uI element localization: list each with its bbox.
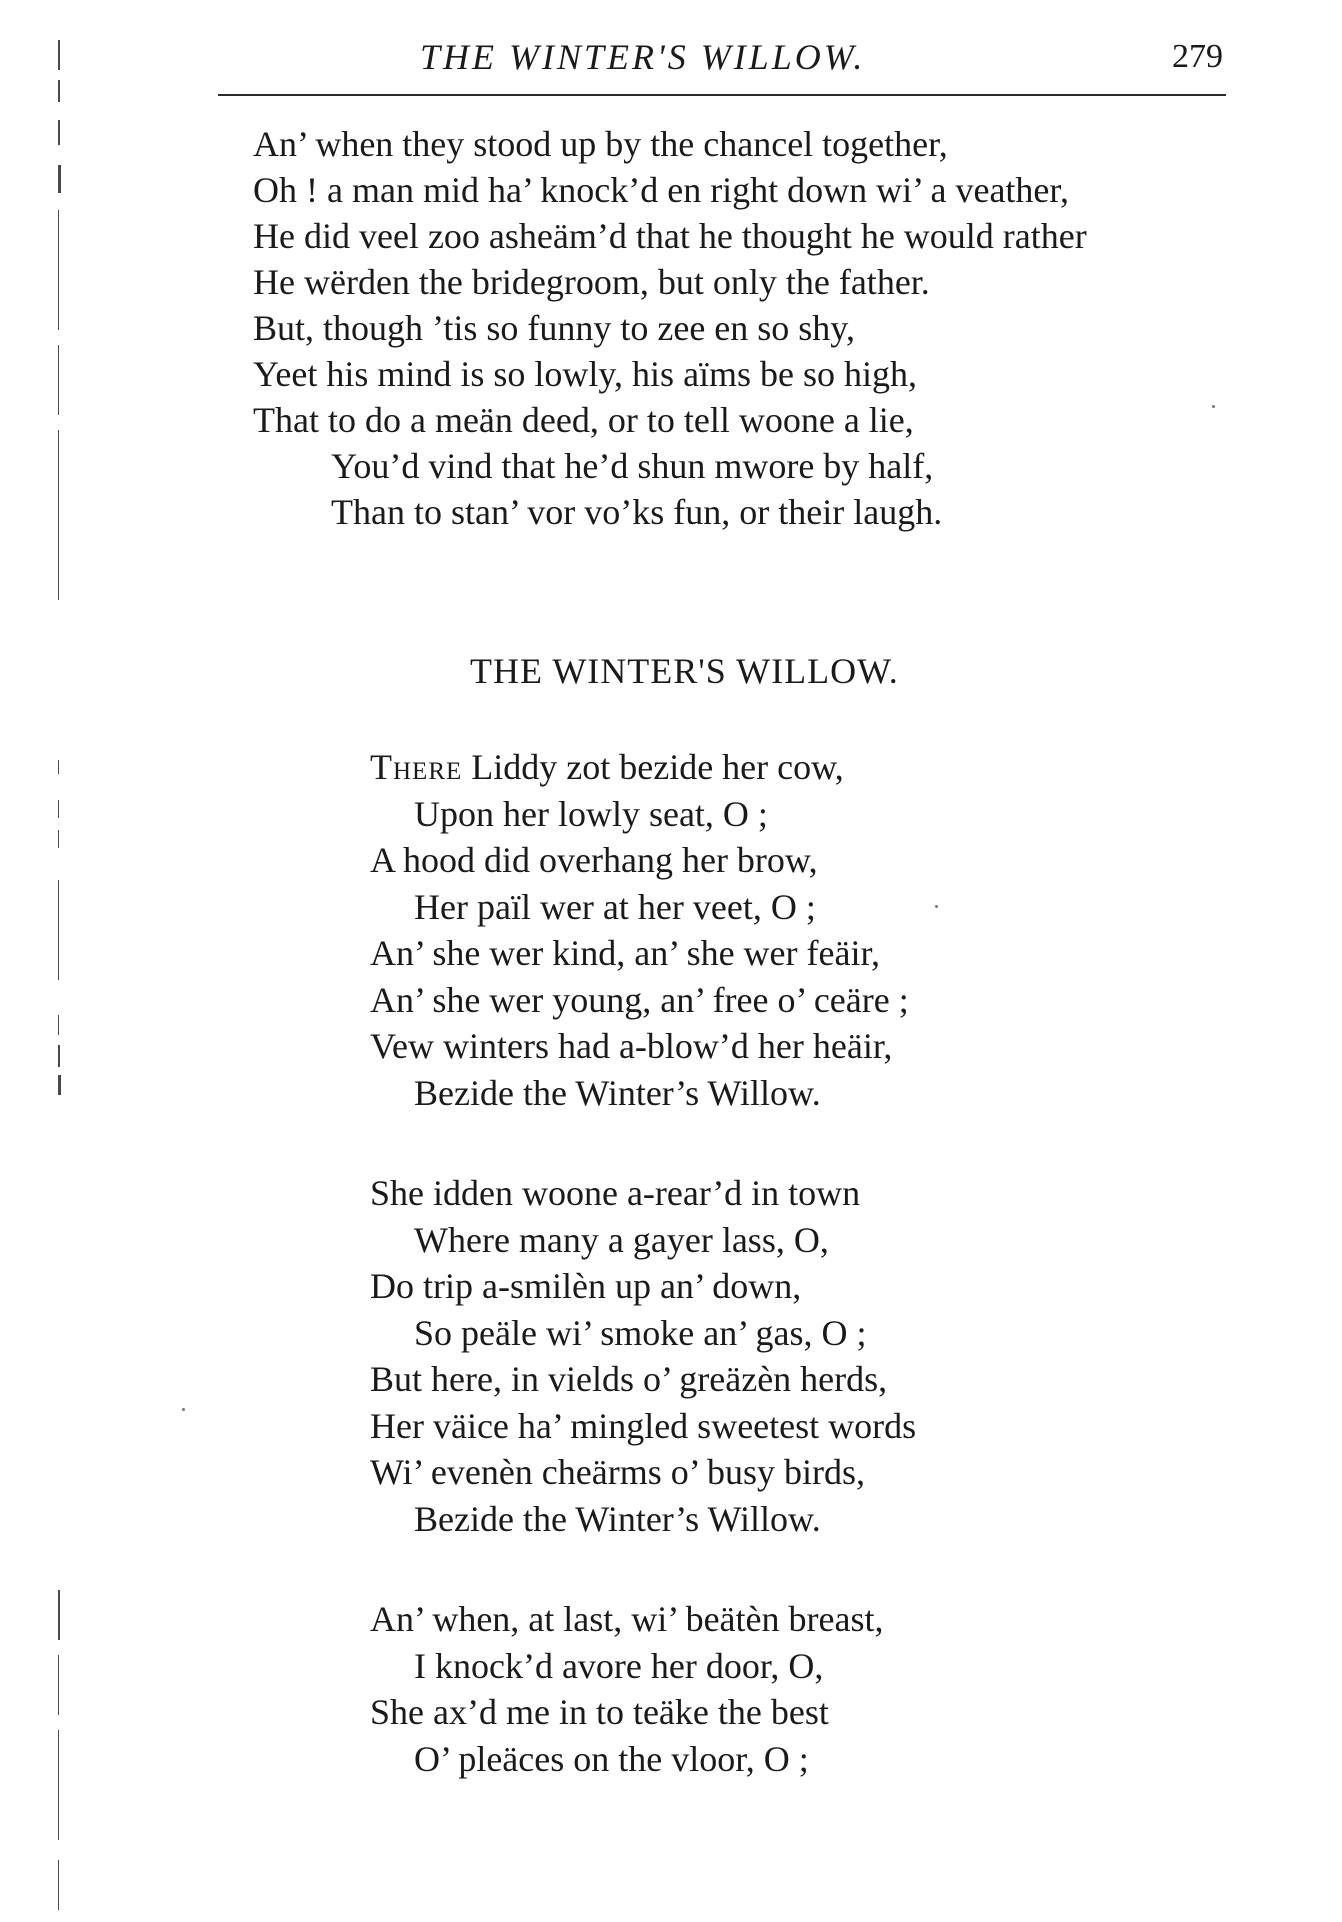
- page-number: 279: [1172, 38, 1223, 75]
- verse-line: That to do a meän deed, or to tell woone a lie,: [253, 400, 914, 440]
- verse-line: She idden woone a-rear’d in town: [370, 1173, 861, 1213]
- verse-line: O’ pleäces on the vloor, O ;: [414, 1738, 809, 1779]
- gutter-mark: [58, 120, 60, 145]
- verse-line: Her väice ha’ mingled sweetest words: [370, 1405, 917, 1446]
- gutter-mark: [58, 165, 61, 193]
- gutter-mark: [58, 40, 60, 70]
- verse-line: An’ she wer young, an’ free o’ ceäre ;: [370, 979, 909, 1020]
- gutter-mark: [58, 80, 60, 102]
- gutter-mark: [58, 430, 59, 600]
- stanza-2: [370, 1170, 916, 1542]
- gutter-mark: [58, 1860, 59, 1910]
- verse-line: You’d vind that he’d shun mwore by half,: [331, 446, 934, 486]
- page-speck: [1212, 405, 1215, 408]
- verse-line: Bezide the Winter’s Willow.: [414, 1498, 821, 1539]
- verse-line: Wi’ evenèn cheärms o’ busy birds,: [370, 1452, 866, 1492]
- verse-line: Do trip a-smilèn up an’ down,: [370, 1266, 802, 1306]
- poem-title: THE WINTER'S WILLOW.: [470, 651, 899, 691]
- verse-line: An’ she wer kind, an’ she wer feäir,: [370, 933, 881, 973]
- verse-line: But, though ’tis so funny to zee en so shy,: [253, 308, 855, 348]
- gutter-mark: [58, 1730, 59, 1840]
- gutter-mark: [58, 1045, 60, 1067]
- verse-line: A hood did overhang her brow,: [370, 840, 818, 880]
- verse-line: Her païl wer at her veet, O ;: [414, 886, 816, 927]
- gutter-mark: [58, 1015, 59, 1035]
- gutter-mark: [58, 760, 59, 774]
- page-speck: [935, 905, 938, 908]
- verse-line: An’ when they stood up by the chancel together,: [253, 124, 948, 164]
- verse-line: Oh ! a man mid ha’ knock’d en right down wi’ a veather,: [253, 170, 1069, 210]
- gutter-mark: [58, 1655, 59, 1715]
- header-rule: [218, 94, 1226, 96]
- verse-line: But here, in vields o’ greäzèn herds,: [370, 1359, 888, 1399]
- verse-line: [370, 744, 909, 791]
- verse-line: Vew winters had a-blow’d her heäir,: [370, 1026, 893, 1066]
- verse-line: He wërden the bridegroom, but only the father.: [253, 262, 930, 302]
- page-speck: [182, 1408, 185, 1411]
- verse-line: Yeet his mind is so lowly, his aïms be so high,: [253, 354, 918, 394]
- previous-poem-ending: [253, 121, 1087, 535]
- verse-line: He did veel zoo asheäm’d that he thought he would rather: [253, 216, 1087, 256]
- gutter-mark: [58, 880, 59, 980]
- gutter-mark: [58, 830, 59, 848]
- gutter-mark: [58, 210, 59, 330]
- stanza-1: [370, 744, 909, 1116]
- first-line-rest: Liddy zot bezide her cow,: [462, 747, 844, 787]
- stanza-3: [370, 1596, 883, 1782]
- verse-line: So peäle wi’ smoke an’ gas, O ;: [414, 1312, 867, 1353]
- verse-line: Bezide the Winter’s Willow.: [414, 1072, 821, 1113]
- verse-line: Upon her lowly seat, O ;: [414, 793, 768, 834]
- verse-line: Than to stan’ vor vo’ks fun, or their laugh.: [331, 492, 943, 532]
- verse-line: Where many a gayer lass, O,: [414, 1219, 829, 1260]
- verse-line: She ax’d me in to teäke the best: [370, 1692, 829, 1732]
- gutter-mark: [58, 800, 59, 818]
- gutter-mark: [58, 1590, 60, 1640]
- gutter-mark: [58, 345, 59, 415]
- running-head-title: THE WINTER'S WILLOW.: [420, 37, 866, 77]
- verse-line: I knock’d avore her door, O,: [414, 1645, 824, 1686]
- opening-small-caps: There: [370, 747, 463, 787]
- verse-line: An’ when, at last, wi’ beätèn breast,: [370, 1599, 884, 1639]
- gutter-mark: [58, 1075, 61, 1095]
